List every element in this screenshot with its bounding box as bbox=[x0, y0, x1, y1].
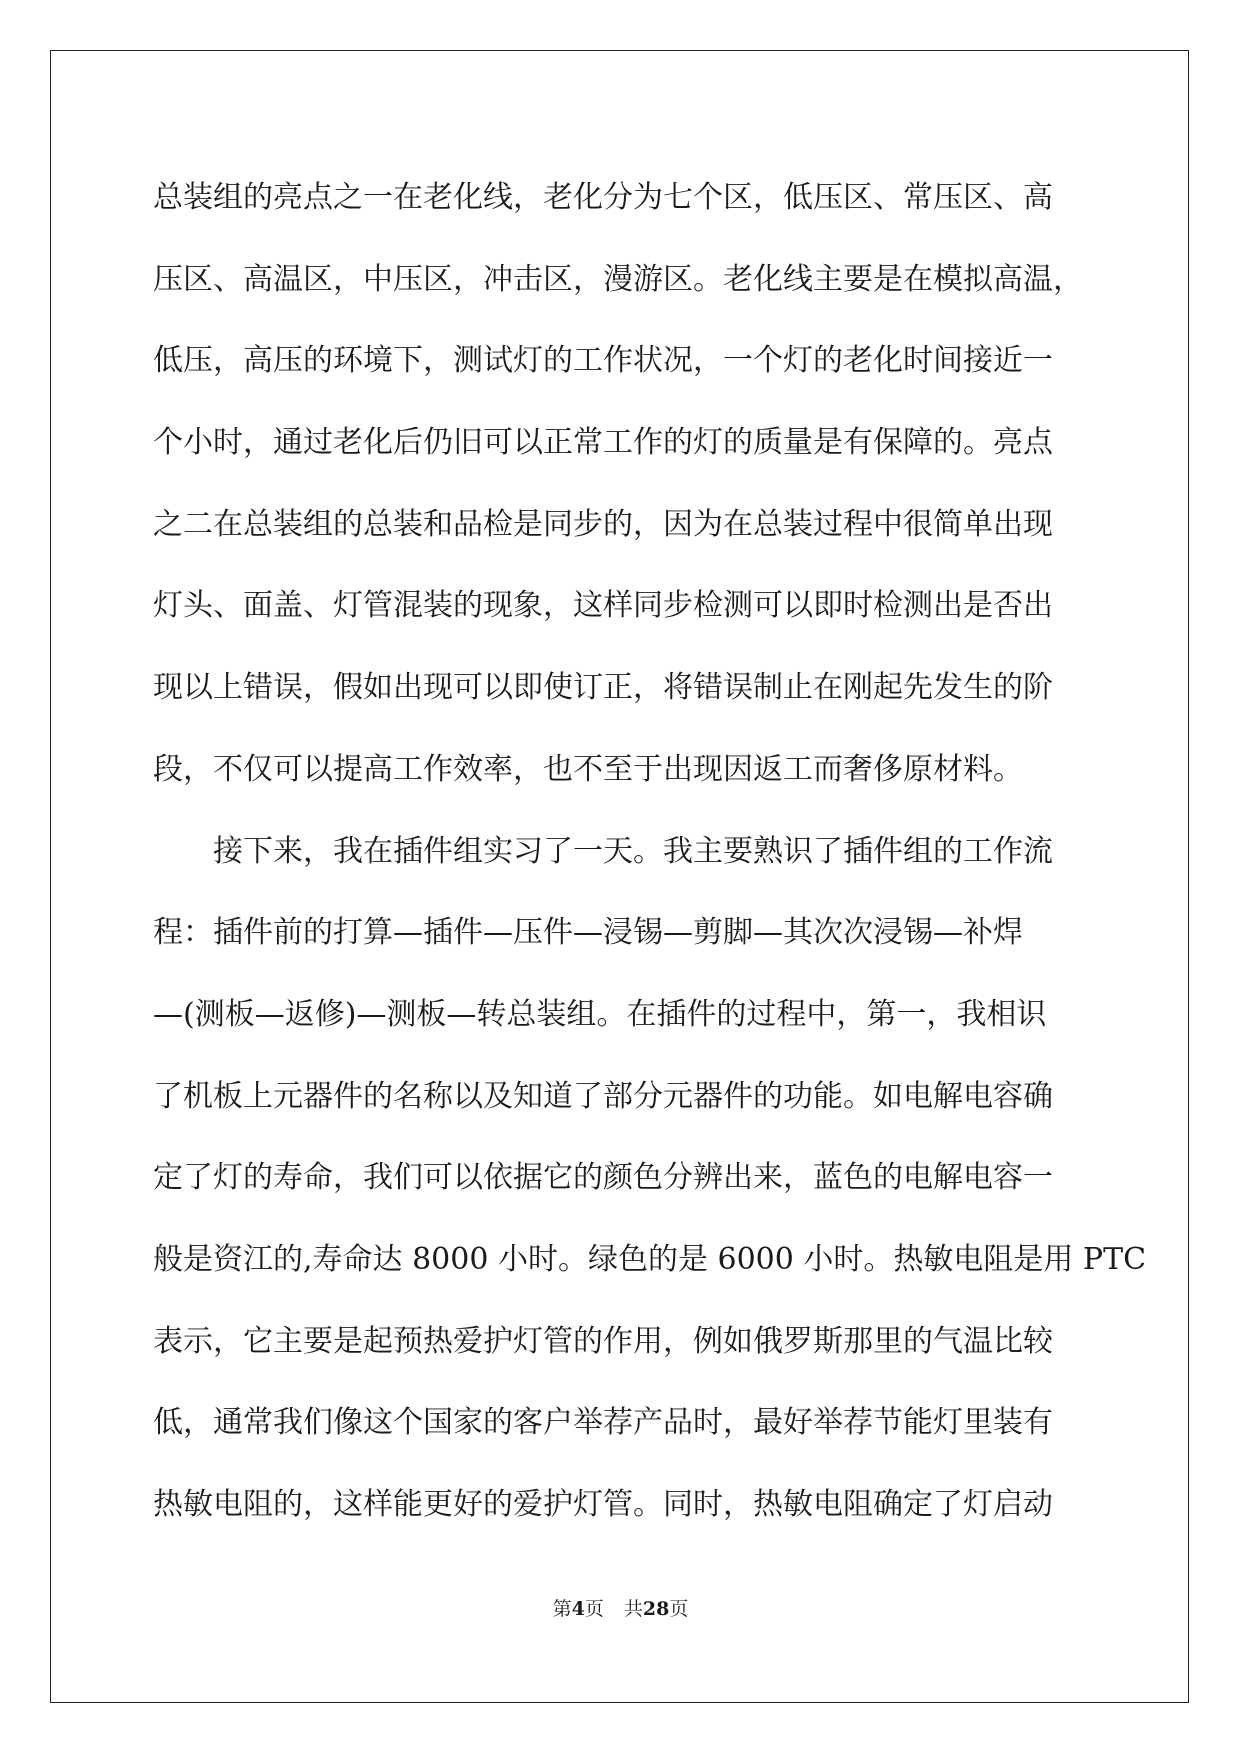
text-line: 接下来，我在插件组实习了一天。我主要熟识了插件组的工作流 bbox=[153, 833, 1053, 869]
text-line: —(测板—返修)—测板—转总装组。在插件的过程中，第一，我相识 bbox=[153, 996, 1047, 1032]
page-footer bbox=[0, 1594, 1241, 1621]
text-line: 之二在总装组的总装和品检是同步的，因为在总装过程中很简单出现 bbox=[153, 506, 1053, 542]
text-line: 了机板上元器件的名称以及知道了部分元器件的功能。如电解电容确 bbox=[153, 1078, 1053, 1114]
text-line: 程：插件前的打算—插件—压件—浸锡—剪脚—其次次浸锡—补焊 bbox=[153, 915, 1023, 951]
text-line: 表示，它主要是起预热爱护灯管的作用，例如俄罗斯那里的气温比较 bbox=[153, 1323, 1053, 1359]
text-line: 灯头、面盖、灯管混装的现象，这样同步检测可以即时检测出是否出 bbox=[153, 588, 1053, 624]
text-line: 段，不仅可以提高工作效率，也不至于出现因返工而奢侈原材料。 bbox=[153, 751, 1023, 787]
text-line: 热敏电阻的，这样能更好的爱护灯管。同时，热敏电阻确定了灯启动 bbox=[153, 1487, 1053, 1522]
total-pages: 28 bbox=[642, 1598, 670, 1620]
page-number-suffix: 页 bbox=[584, 1598, 604, 1620]
total-pages-prefix: 共 bbox=[623, 1598, 643, 1620]
page-number-prefix: 第 bbox=[552, 1598, 572, 1620]
text-line: 现以上错误，假如出现可以即使订正，将错误制止在刚起先发生的阶 bbox=[153, 670, 1053, 706]
text-line: 压区、高温区，中压区，冲击区，漫游区。老化线主要是在模拟高温， bbox=[153, 261, 1083, 297]
text-line: 总装组的亮点之一在老化线，老化分为七个区，低压区、常压区、高 bbox=[153, 180, 1053, 215]
body-text bbox=[153, 166, 1147, 1555]
text-line: 低压，高压的环境下，测试灯的工作状况，一个灯的老化时间接近一 bbox=[153, 343, 1053, 379]
text-line: 般是资江的,寿命达 8000 小时。绿色的是 6000 小时。热敏电阻是用 PTC bbox=[153, 1241, 1147, 1277]
text-line: 低，通常我们像这个国家的客户举荐产品时，最好举荐节能灯里装有 bbox=[153, 1405, 1053, 1441]
total-pages-suffix: 页 bbox=[669, 1598, 689, 1620]
text-line: 定了灯的寿命，我们可以依据它的颜色分辨出来，蓝色的电解电容一 bbox=[153, 1160, 1053, 1196]
page-number: 4 bbox=[571, 1598, 585, 1620]
text-line: 个小时，通过老化后仍旧可以正常工作的灯的质量是有保障的。亮点 bbox=[153, 425, 1053, 461]
